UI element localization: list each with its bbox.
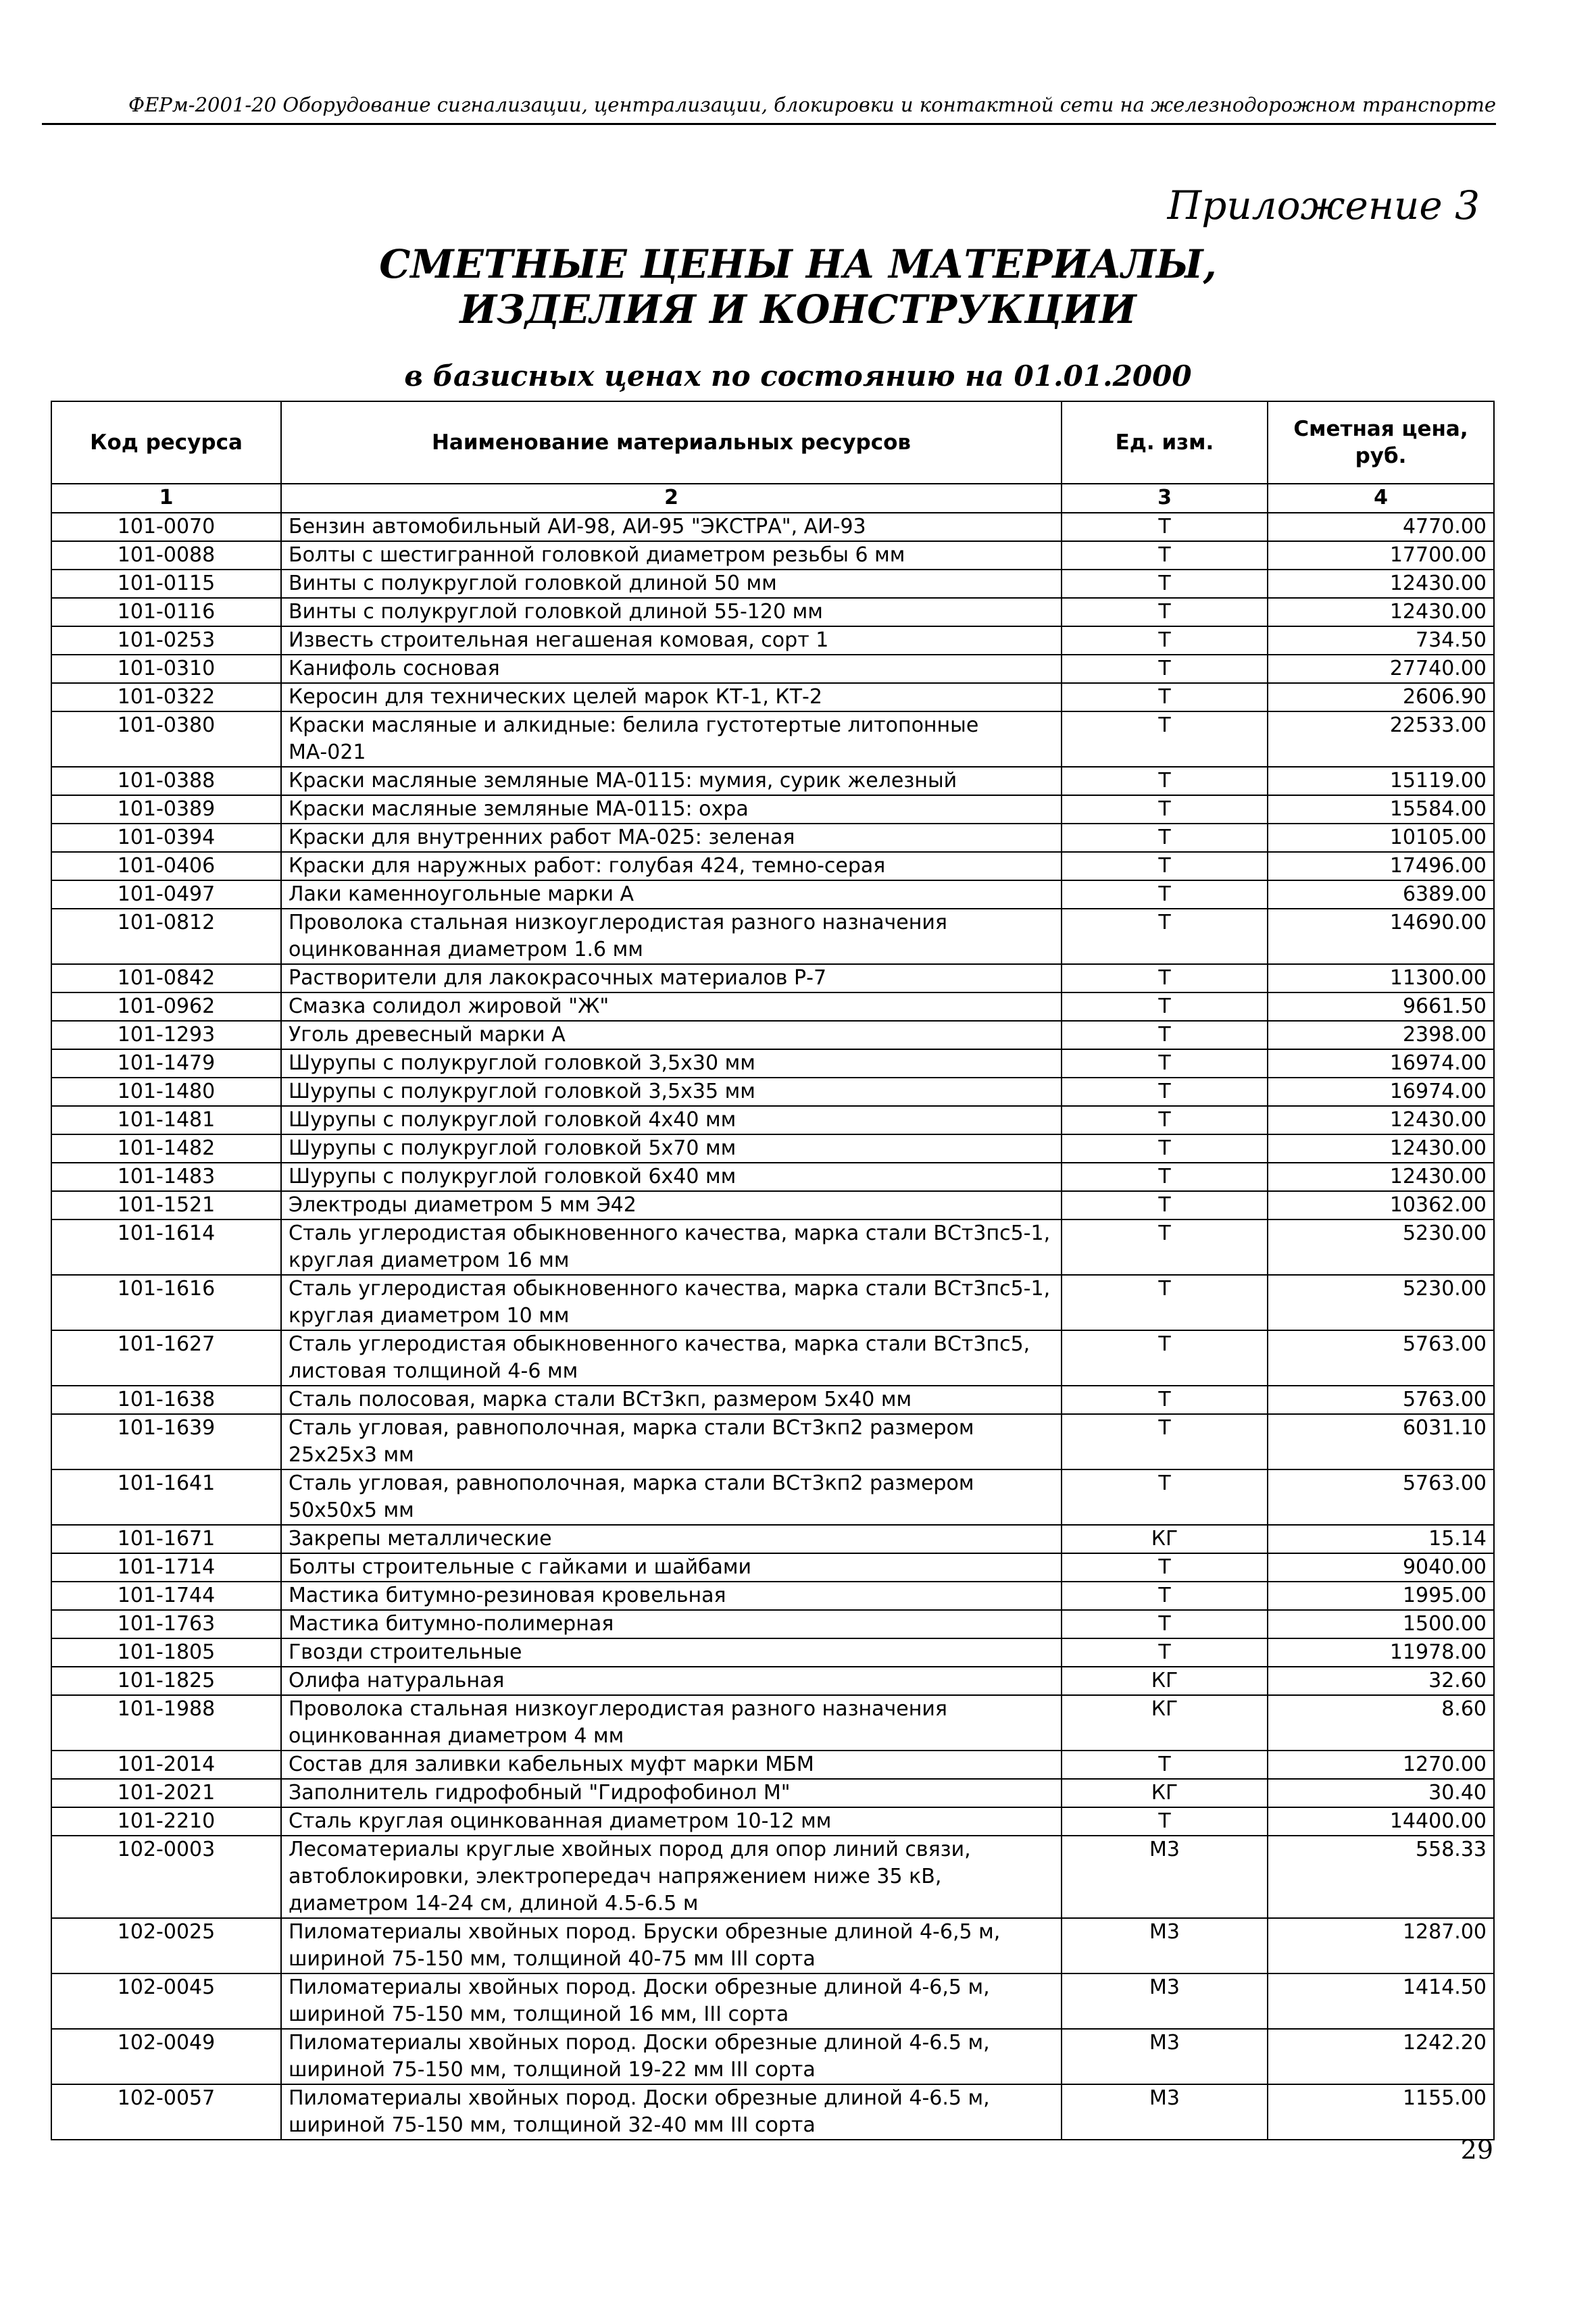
cell-code: 101-1825 xyxy=(51,1667,281,1695)
cell-price: 1414.50 xyxy=(1268,1973,1494,2029)
cell-unit: Т xyxy=(1062,626,1268,655)
cell-code: 101-1616 xyxy=(51,1275,281,1330)
cell-code: 101-1293 xyxy=(51,1021,281,1049)
table-row xyxy=(51,1191,1494,1219)
cell-price: 9661.50 xyxy=(1268,992,1494,1021)
table-row xyxy=(51,1836,1494,1918)
cell-name: Шурупы с полукруглой головкой 6x40 мм xyxy=(281,1163,1062,1191)
cell-code: 101-0070 xyxy=(51,513,281,541)
table-row xyxy=(51,909,1494,964)
table-row xyxy=(51,1414,1494,1469)
cell-name: Сталь полосовая, марка стали ВСт3кп, размером 5x40 мм xyxy=(281,1386,1062,1414)
cell-price: 22533.00 xyxy=(1268,711,1494,767)
cell-unit: Т xyxy=(1062,711,1268,767)
table-row xyxy=(51,570,1494,598)
header-rule xyxy=(42,123,1496,125)
cell-code: 101-0388 xyxy=(51,767,281,795)
table-row xyxy=(51,1163,1494,1191)
cell-unit: Т xyxy=(1062,598,1268,626)
table-row xyxy=(51,767,1494,795)
page-number: 29 xyxy=(1460,2135,1493,2165)
cell-name: Краски масляные земляные МА-0115: мумия, сурик железный xyxy=(281,767,1062,795)
document-subtitle: в базисных ценах по состоянию на 01.01.2000 xyxy=(404,359,1192,393)
cell-code: 102-0049 xyxy=(51,2029,281,2084)
table-row xyxy=(51,1525,1494,1553)
cell-price: 15119.00 xyxy=(1268,767,1494,795)
cell-code: 101-0812 xyxy=(51,909,281,964)
cell-price: 32.60 xyxy=(1268,1667,1494,1695)
document-title-line2: ИЗДЕЛИЯ И КОНСТРУКЦИИ xyxy=(459,286,1137,332)
cell-price: 10362.00 xyxy=(1268,1191,1494,1219)
cell-code: 101-1481 xyxy=(51,1106,281,1134)
cell-price: 734.50 xyxy=(1268,626,1494,655)
column-numbers-row xyxy=(51,484,1494,513)
cell-name: Винты с полукруглой головкой длиной 50 мм xyxy=(281,570,1062,598)
cell-name: Керосин для технических целей марок КТ-1, КТ-2 xyxy=(281,683,1062,711)
cell-unit: Т xyxy=(1062,1638,1268,1667)
cell-code: 101-1614 xyxy=(51,1219,281,1275)
cell-unit: Т xyxy=(1062,1807,1268,1836)
table-row xyxy=(51,626,1494,655)
table-row xyxy=(51,2029,1494,2084)
table-row xyxy=(51,1695,1494,1751)
cell-code: 101-2210 xyxy=(51,1807,281,1836)
cell-unit: Т xyxy=(1062,767,1268,795)
cell-name: Краски для наружных работ: голубая 424, темно-серая xyxy=(281,852,1062,880)
cell-unit: Т xyxy=(1062,1386,1268,1414)
cell-price: 14690.00 xyxy=(1268,909,1494,964)
cell-unit: Т xyxy=(1062,964,1268,992)
cell-name: Болты с шестигранной головкой диаметром резьбы 6 мм xyxy=(281,541,1062,570)
cell-price: 1995.00 xyxy=(1268,1582,1494,1610)
cell-unit: М3 xyxy=(1062,2029,1268,2084)
cell-price: 1270.00 xyxy=(1268,1751,1494,1779)
cell-name: Шурупы с полукруглой головкой 4x40 мм xyxy=(281,1106,1062,1134)
cell-price: 12430.00 xyxy=(1268,570,1494,598)
cell-name: Проволока стальная низкоуглеродистая разного назначения оцинкованная диаметром 1.6 мм xyxy=(281,909,1062,964)
cell-unit: Т xyxy=(1062,1610,1268,1638)
cell-name: Сталь угловая, равнополочная, марка стали ВСт3кп2 размером 25x25x3 мм xyxy=(281,1414,1062,1469)
table-row xyxy=(51,1021,1494,1049)
cell-name: Сталь угловая, равнополочная, марка стали ВСт3кп2 размером 50x50x5 мм xyxy=(281,1469,1062,1525)
cell-name: Известь строительная негашеная комовая, сорт 1 xyxy=(281,626,1062,655)
cell-unit: Т xyxy=(1062,880,1268,909)
cell-unit: Т xyxy=(1062,1134,1268,1163)
cell-name: Пиломатериалы хвойных пород. Доски обрезные длиной 4-6.5 м, шириной 75-150 мм, толщиной 32-40 мм III сорта xyxy=(281,2084,1062,2140)
cell-unit: М3 xyxy=(1062,1836,1268,1918)
cell-code: 101-2014 xyxy=(51,1751,281,1779)
cell-code: 101-1480 xyxy=(51,1078,281,1106)
cell-name: Сталь углеродистая обыкновенного качества, марка стали ВСт3пс5-1, круглая диаметром 16 мм xyxy=(281,1219,1062,1275)
cell-name: Электроды диаметром 5 мм Э42 xyxy=(281,1191,1062,1219)
cell-name: Растворители для лакокрасочных материалов Р-7 xyxy=(281,964,1062,992)
cell-code: 101-1671 xyxy=(51,1525,281,1553)
cell-unit: Т xyxy=(1062,1469,1268,1525)
table-row xyxy=(51,1469,1494,1525)
table-row xyxy=(51,1779,1494,1807)
running-header: ФЕРм-2001-20 Оборудование сигнализации, централизации, блокировки и контактной сети на железнодорожном транспорте xyxy=(128,93,1496,116)
cell-code: 101-0389 xyxy=(51,795,281,824)
cell-code: 101-0962 xyxy=(51,992,281,1021)
cell-code: 102-0003 xyxy=(51,1836,281,1918)
table-row xyxy=(51,655,1494,683)
cell-price: 6389.00 xyxy=(1268,880,1494,909)
cell-code: 101-0115 xyxy=(51,570,281,598)
cell-price: 16974.00 xyxy=(1268,1078,1494,1106)
table-row xyxy=(51,880,1494,909)
table-row xyxy=(51,1582,1494,1610)
cell-name: Канифоль сосновая xyxy=(281,655,1062,683)
cell-name: Краски для внутренних работ МА-025: зеленая xyxy=(281,824,1062,852)
cell-unit: М3 xyxy=(1062,2084,1268,2140)
cell-price: 2606.90 xyxy=(1268,683,1494,711)
cell-unit: КГ xyxy=(1062,1525,1268,1553)
cell-name: Мастика битумно-резиновая кровельная xyxy=(281,1582,1062,1610)
cell-name: Болты строительные с гайками и шайбами xyxy=(281,1553,1062,1582)
price-table xyxy=(51,401,1495,2140)
column-number: 4 xyxy=(1268,484,1494,513)
cell-name: Шурупы с полукруглой головкой 3,5x35 мм xyxy=(281,1078,1062,1106)
cell-unit: Т xyxy=(1062,541,1268,570)
cell-name: Пиломатериалы хвойных пород. Доски обрезные длиной 4-6,5 м, шириной 75-150 мм, толщиной 16 мм, III сорта xyxy=(281,1973,1062,2029)
table-row xyxy=(51,992,1494,1021)
cell-name: Мастика битумно-полимерная xyxy=(281,1610,1062,1638)
cell-unit: Т xyxy=(1062,909,1268,964)
column-number: 1 xyxy=(51,484,281,513)
cell-unit: Т xyxy=(1062,1078,1268,1106)
cell-code: 102-0025 xyxy=(51,1918,281,1973)
cell-code: 102-0045 xyxy=(51,1973,281,2029)
cell-unit: Т xyxy=(1062,992,1268,1021)
table-row xyxy=(51,1330,1494,1386)
cell-price: 1287.00 xyxy=(1268,1918,1494,1973)
cell-name: Уголь древесный марки А xyxy=(281,1021,1062,1049)
cell-code: 101-1638 xyxy=(51,1386,281,1414)
cell-unit: Т xyxy=(1062,1275,1268,1330)
cell-price: 1155.00 xyxy=(1268,2084,1494,2140)
table-row xyxy=(51,1751,1494,1779)
cell-name: Лесоматериалы круглые хвойных пород для опор линий связи, автоблокировки, электропередач напряжением ниже 35 кВ, диаметром 14-24 см, длиной 4.5-6.5 м xyxy=(281,1836,1062,1918)
cell-price: 12430.00 xyxy=(1268,1106,1494,1134)
cell-code: 101-0310 xyxy=(51,655,281,683)
cell-unit: Т xyxy=(1062,513,1268,541)
cell-price: 5763.00 xyxy=(1268,1386,1494,1414)
column-number: 2 xyxy=(281,484,1062,513)
cell-unit: М3 xyxy=(1062,1918,1268,1973)
cell-code: 101-1805 xyxy=(51,1638,281,1667)
table-body xyxy=(51,484,1494,2140)
cell-code: 101-0088 xyxy=(51,541,281,570)
cell-unit: Т xyxy=(1062,1414,1268,1469)
cell-unit: Т xyxy=(1062,570,1268,598)
cell-price: 12430.00 xyxy=(1268,1163,1494,1191)
cell-unit: Т xyxy=(1062,1330,1268,1386)
cell-name: Состав для заливки кабельных муфт марки МБМ xyxy=(281,1751,1062,1779)
header-unit: Ед. изм. xyxy=(1062,401,1268,484)
cell-name: Пиломатериалы хвойных пород. Доски обрезные длиной 4-6.5 м, шириной 75-150 мм, толщиной 19-22 мм III сорта xyxy=(281,2029,1062,2084)
cell-name: Бензин автомобильный АИ-98, АИ-95 "ЭКСТРА", АИ-93 xyxy=(281,513,1062,541)
cell-price: 2398.00 xyxy=(1268,1021,1494,1049)
cell-code: 101-0322 xyxy=(51,683,281,711)
table-row xyxy=(51,1807,1494,1836)
cell-price: 5230.00 xyxy=(1268,1219,1494,1275)
cell-name: Заполнитель гидрофобный "Гидрофобинол М" xyxy=(281,1779,1062,1807)
cell-code: 101-0497 xyxy=(51,880,281,909)
cell-unit: Т xyxy=(1062,1191,1268,1219)
cell-code: 101-1482 xyxy=(51,1134,281,1163)
cell-unit: Т xyxy=(1062,655,1268,683)
cell-name: Винты с полукруглой головкой длиной 55-120 мм xyxy=(281,598,1062,626)
table-row xyxy=(51,1610,1494,1638)
table-row xyxy=(51,1973,1494,2029)
cell-price: 1242.20 xyxy=(1268,2029,1494,2084)
cell-price: 11300.00 xyxy=(1268,964,1494,992)
cell-code: 101-1763 xyxy=(51,1610,281,1638)
cell-name: Сталь углеродистая обыкновенного качества, марка стали ВСт3пс5-1, круглая диаметром 10 мм xyxy=(281,1275,1062,1330)
cell-code: 101-1744 xyxy=(51,1582,281,1610)
cell-price: 5763.00 xyxy=(1268,1330,1494,1386)
cell-code: 102-0057 xyxy=(51,2084,281,2140)
cell-unit: Т xyxy=(1062,795,1268,824)
cell-price: 5230.00 xyxy=(1268,1275,1494,1330)
cell-price: 5763.00 xyxy=(1268,1469,1494,1525)
cell-name: Сталь углеродистая обыкновенного качества, марка стали ВСт3пс5, листовая толщиной 4-6 мм xyxy=(281,1330,1062,1386)
cell-price: 15584.00 xyxy=(1268,795,1494,824)
column-number: 3 xyxy=(1062,484,1268,513)
cell-unit: Т xyxy=(1062,1049,1268,1078)
cell-unit: Т xyxy=(1062,852,1268,880)
table-row xyxy=(51,1918,1494,1973)
table-row xyxy=(51,852,1494,880)
table-row xyxy=(51,1049,1494,1078)
cell-price: 9040.00 xyxy=(1268,1553,1494,1582)
table-row xyxy=(51,2084,1494,2140)
cell-code: 101-1639 xyxy=(51,1414,281,1469)
cell-price: 12430.00 xyxy=(1268,598,1494,626)
table-row xyxy=(51,964,1494,992)
header-code: Код ресурса xyxy=(51,401,281,484)
table-row xyxy=(51,795,1494,824)
cell-price: 4770.00 xyxy=(1268,513,1494,541)
cell-code: 101-1521 xyxy=(51,1191,281,1219)
table-header-row xyxy=(51,401,1494,484)
cell-name: Пиломатериалы хвойных пород. Бруски обрезные длиной 4-6,5 м, шириной 75-150 мм, толщиной 40-75 мм III сорта xyxy=(281,1918,1062,1973)
cell-unit: КГ xyxy=(1062,1695,1268,1751)
document-title-line1: СМЕТНЫЕ ЦЕНЫ НА МАТЕРИАЛЫ, xyxy=(379,241,1217,287)
cell-price: 12430.00 xyxy=(1268,1134,1494,1163)
cell-code: 101-0116 xyxy=(51,598,281,626)
table-row xyxy=(51,711,1494,767)
table-row xyxy=(51,1386,1494,1414)
cell-unit: М3 xyxy=(1062,1973,1268,2029)
cell-name: Шурупы с полукруглой головкой 5x70 мм xyxy=(281,1134,1062,1163)
table-row xyxy=(51,513,1494,541)
cell-unit: Т xyxy=(1062,683,1268,711)
cell-name: Краски масляные и алкидные: белила густотертые литопонные МА-021 xyxy=(281,711,1062,767)
cell-name: Лаки каменноугольные марки А xyxy=(281,880,1062,909)
table-row xyxy=(51,683,1494,711)
table-row xyxy=(51,1134,1494,1163)
cell-price: 30.40 xyxy=(1268,1779,1494,1807)
cell-name: Гвозди строительные xyxy=(281,1638,1062,1667)
cell-price: 17700.00 xyxy=(1268,541,1494,570)
cell-price: 558.33 xyxy=(1268,1836,1494,1918)
cell-name: Смазка солидол жировой "Ж" xyxy=(281,992,1062,1021)
cell-code: 101-0394 xyxy=(51,824,281,852)
cell-code: 101-1483 xyxy=(51,1163,281,1191)
cell-price: 16974.00 xyxy=(1268,1049,1494,1078)
cell-price: 11978.00 xyxy=(1268,1638,1494,1667)
cell-price: 8.60 xyxy=(1268,1695,1494,1751)
cell-code: 101-1714 xyxy=(51,1553,281,1582)
cell-price: 17496.00 xyxy=(1268,852,1494,880)
table-row xyxy=(51,1638,1494,1667)
cell-code: 101-0842 xyxy=(51,964,281,992)
cell-unit: Т xyxy=(1062,1163,1268,1191)
cell-unit: КГ xyxy=(1062,1779,1268,1807)
table-row xyxy=(51,824,1494,852)
cell-unit: Т xyxy=(1062,1751,1268,1779)
cell-code: 101-2021 xyxy=(51,1779,281,1807)
cell-price: 1500.00 xyxy=(1268,1610,1494,1638)
cell-unit: Т xyxy=(1062,1553,1268,1582)
header-name: Наименование материальных ресурсов xyxy=(281,401,1062,484)
table-row xyxy=(51,1553,1494,1582)
cell-name: Олифа натуральная xyxy=(281,1667,1062,1695)
table-row xyxy=(51,598,1494,626)
table-row xyxy=(51,1078,1494,1106)
cell-name: Сталь круглая оцинкованная диаметром 10-12 мм xyxy=(281,1807,1062,1836)
cell-unit: КГ xyxy=(1062,1667,1268,1695)
cell-price: 15.14 xyxy=(1268,1525,1494,1553)
cell-code: 101-0406 xyxy=(51,852,281,880)
cell-unit: Т xyxy=(1062,1021,1268,1049)
cell-code: 101-1641 xyxy=(51,1469,281,1525)
cell-name: Проволока стальная низкоуглеродистая разного назначения оцинкованная диаметром 4 мм xyxy=(281,1695,1062,1751)
cell-name: Закрепы металлические xyxy=(281,1525,1062,1553)
appendix-label: Приложение 3 xyxy=(1167,182,1480,228)
cell-unit: Т xyxy=(1062,1219,1268,1275)
cell-price: 6031.10 xyxy=(1268,1414,1494,1469)
cell-code: 101-1988 xyxy=(51,1695,281,1751)
table-row xyxy=(51,1275,1494,1330)
header-price: Сметная цена, руб. xyxy=(1268,401,1494,484)
cell-price: 14400.00 xyxy=(1268,1807,1494,1836)
cell-unit: Т xyxy=(1062,824,1268,852)
cell-code: 101-1479 xyxy=(51,1049,281,1078)
cell-code: 101-0253 xyxy=(51,626,281,655)
cell-unit: Т xyxy=(1062,1582,1268,1610)
cell-unit: Т xyxy=(1062,1106,1268,1134)
cell-name: Шурупы с полукруглой головкой 3,5x30 мм xyxy=(281,1049,1062,1078)
cell-price: 10105.00 xyxy=(1268,824,1494,852)
table-row xyxy=(51,1667,1494,1695)
cell-price: 27740.00 xyxy=(1268,655,1494,683)
cell-code: 101-0380 xyxy=(51,711,281,767)
table-row xyxy=(51,1106,1494,1134)
cell-name: Краски масляные земляные МА-0115: охра xyxy=(281,795,1062,824)
cell-code: 101-1627 xyxy=(51,1330,281,1386)
table-row xyxy=(51,1219,1494,1275)
table-row xyxy=(51,541,1494,570)
